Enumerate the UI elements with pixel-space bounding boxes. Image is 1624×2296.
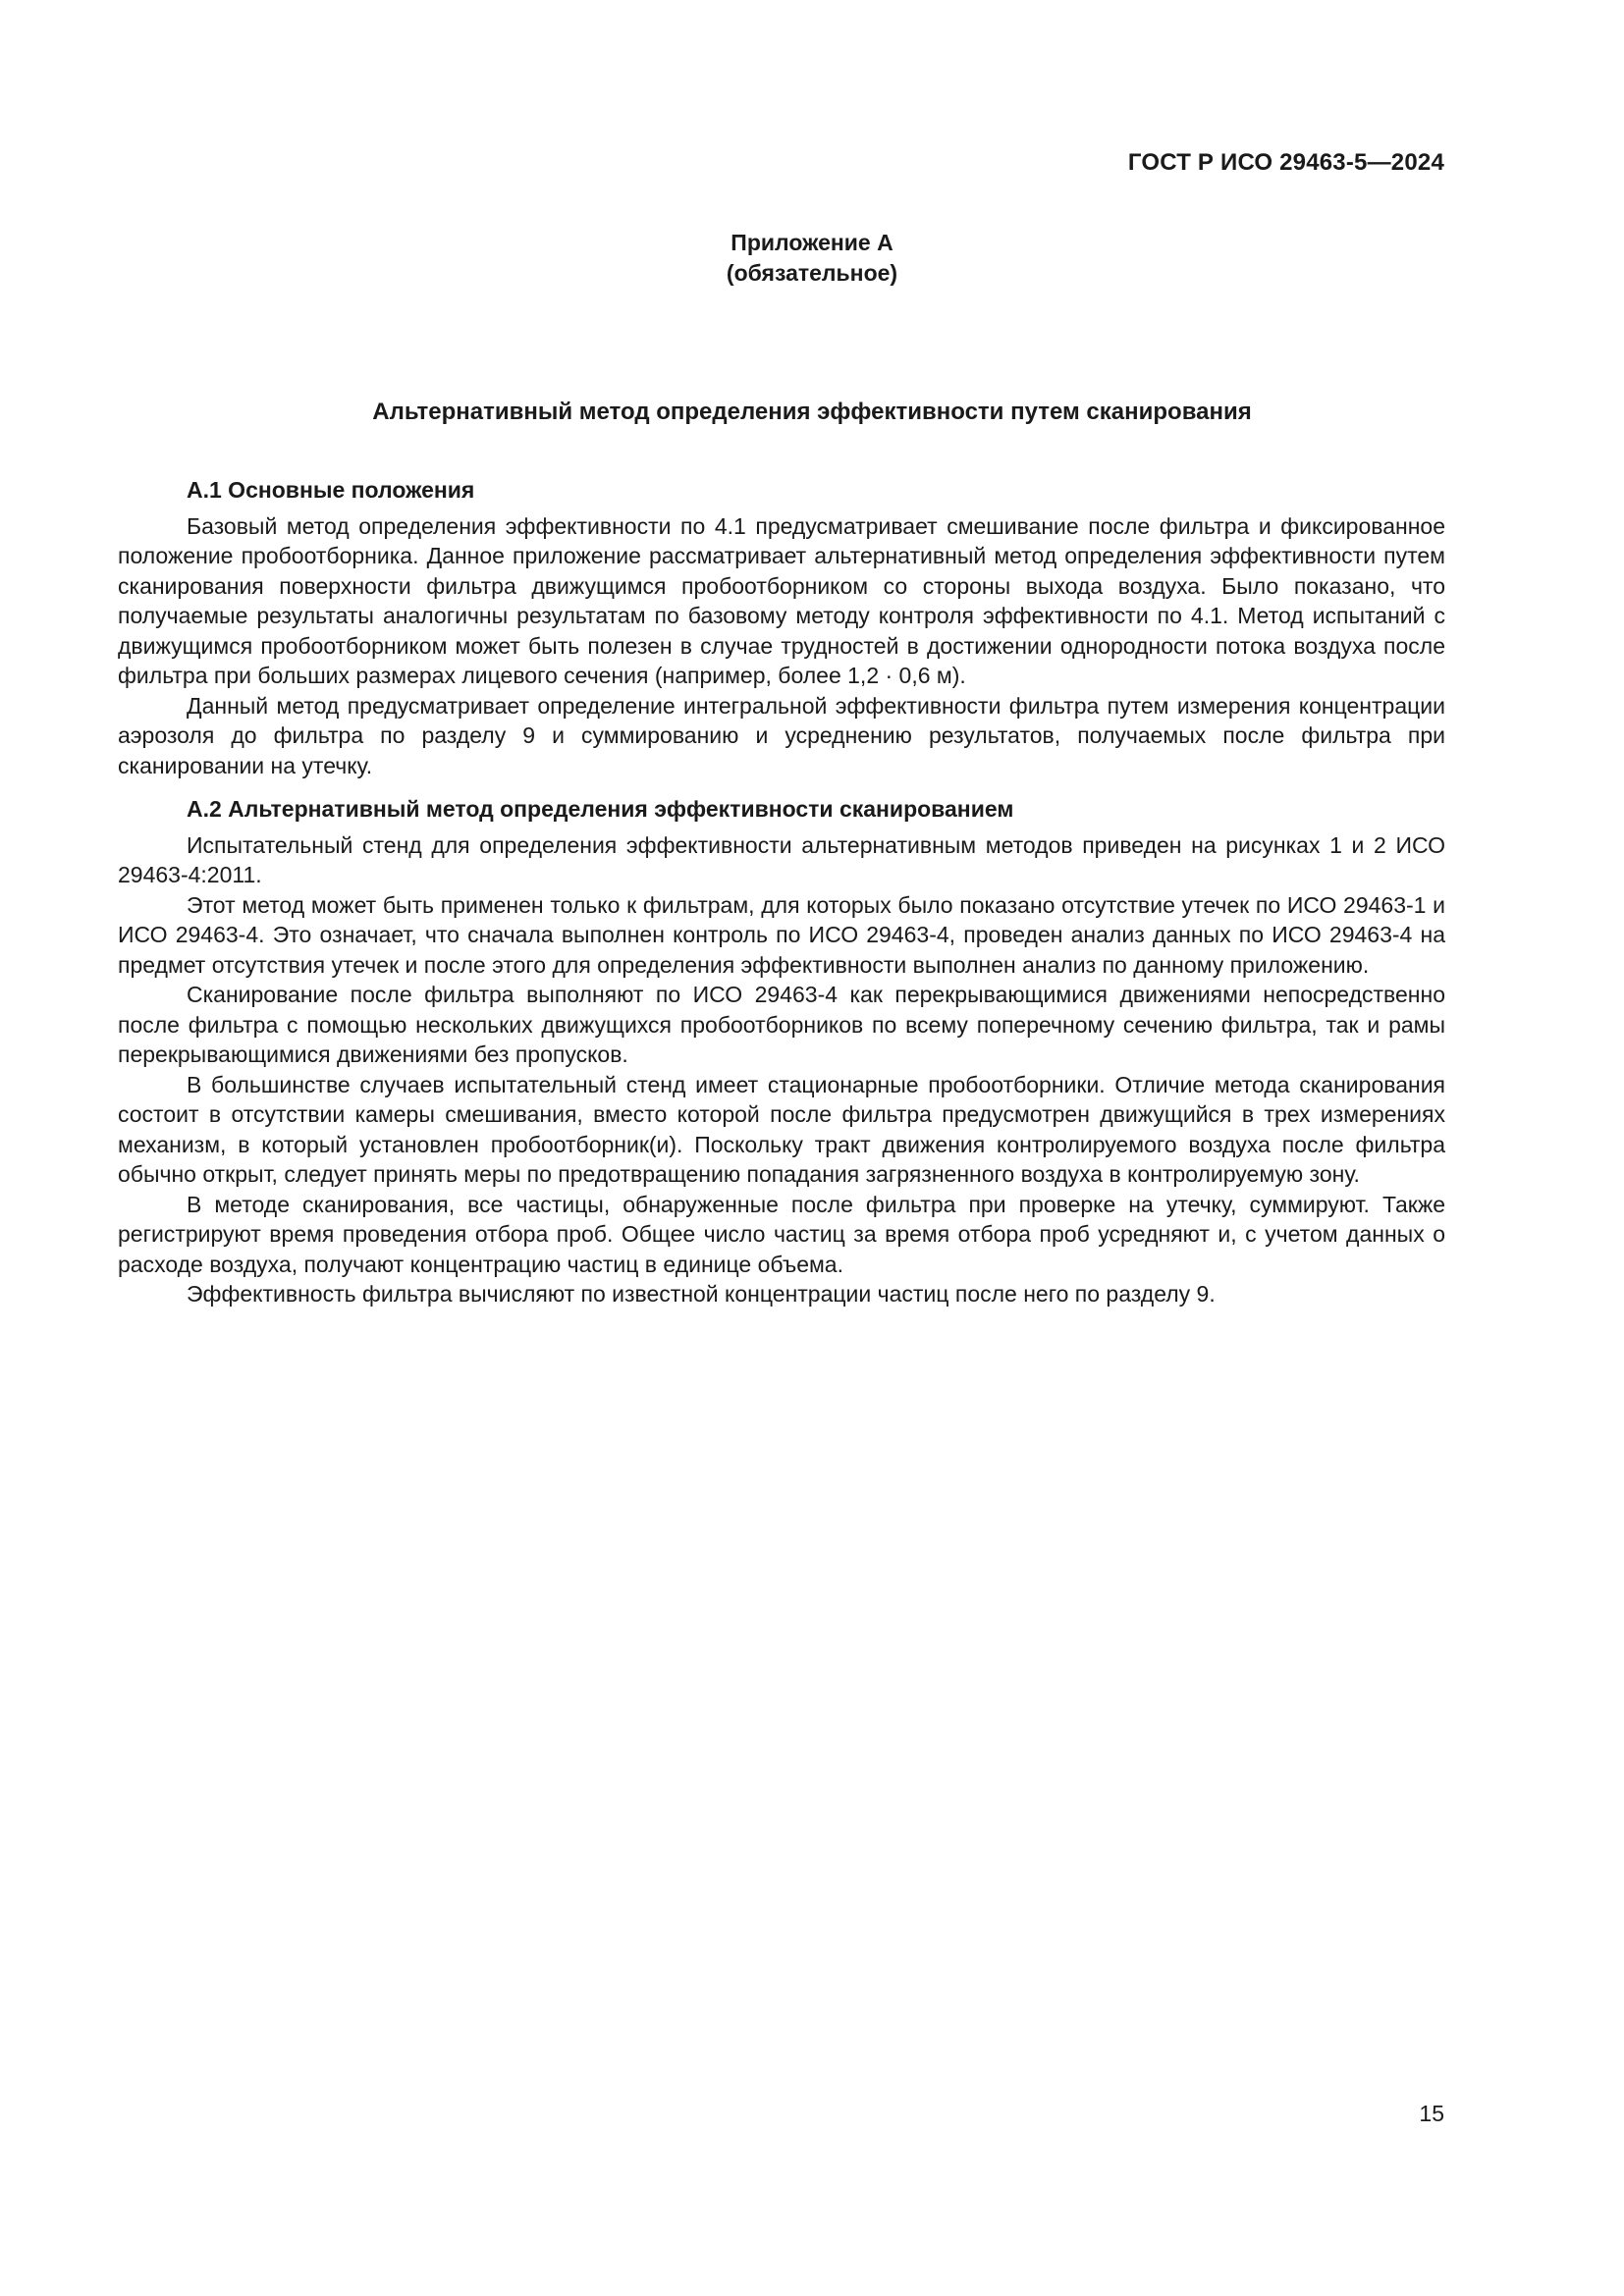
section-title: А.2 Альтернативный метод определения эффективности сканированием (187, 796, 1014, 822)
paragraph: Данный метод предусматривает определение интегральной эффективности фильтра путем измерения концентрации аэрозоля до фильтра по разделу 9 и суммированию и усреднению результатов, получаемых после фильтра при сканировании на утечку. (118, 692, 1445, 778)
paragraph: В большинстве случаев испытательный стенд имеет стационарные пробоотборники. Отличие метода сканирования состоит в отсутствии камеры смешивания, вместо которой после фильтра предусмотрен движущийся в трех измерениях механизм, в который установлен пробоотборник(и). Поскольку тракт движения контролируемого воздуха после фильтра обычно открыт, следует принять меры по предотвращению попадания загрязненного воздуха в контролируемую зону. (118, 1071, 1445, 1187)
annex-label: Приложение А (731, 230, 893, 255)
paragraph: Испытательный стенд для определения эффективности альтернативным методов приведен на рисунках 1 и 2 ИСО 29463-4:2011. (118, 831, 1445, 887)
document-code: ГОСТ Р ИСО 29463-5—2024 (1127, 149, 1444, 176)
section-a2 (118, 794, 1445, 1309)
paragraph: Базовый метод определения эффективности по 4.1 предусматривает смешивание после фильтра и фиксированное положение пробоотборника. Данное приложение рассматривает альтернативный метод определения эффективности путем сканирования поверхности фильтра движущимся пробоотборником со стороны выхода воздуха. Было показано, что получаемые результаты аналогичны результатам по базовому методу контроля эффективности по 4.1. Метод испытаний с движущимся пробоотборником может быть полезен в случае трудностей в достижении однородности потока воздуха после фильтра при больших размерах лицевого сечения (например, более 1,2 · 0,6 м). (118, 512, 1445, 688)
paragraph: Эффективность фильтра вычисляют по известной концентрации частиц после него по разделу 9. (187, 1281, 1216, 1307)
paragraph: Сканирование после фильтра выполняют по ИСО 29463-4 как перекрывающимися движениями непосредственно после фильтра с помощью нескольких движущихся пробоотборников по всему поперечному сечению фильтра, так и рамы перекрывающимися движениями без пропусков. (118, 982, 1445, 1067)
paragraph: Этот метод может быть применен только к фильтрам, для которых было показано отсутствие утечек по ИСО 29463-1 и ИСО 29463-4. Это означает, что сначала выполнен контроль по ИСО 29463-4, проведен анализ данных по ИСО 29463-4 на предмет отсутствия утечек и после этого для определения эффективности выполнен анализ по данному приложению. (118, 891, 1445, 978)
section-a1 (118, 475, 1445, 780)
document-body (118, 475, 1445, 1309)
section-title: А.1 Основные положения (187, 477, 475, 503)
annex-heading (0, 228, 1624, 289)
annex-title: Альтернативный метод определения эффективности путем сканирования (372, 399, 1252, 425)
page-number: 15 (1419, 2101, 1444, 2126)
paragraph: В методе сканирования, все частицы, обнаруженные после фильтра при проверке на утечку, суммируют. Также регистрируют время проведения отбора проб. Общее число частиц за время отбора проб усредняют и, с учетом данных о расходе воздуха, получают концентрацию частиц в единице объема. (118, 1191, 1445, 1277)
annex-status: (обязательное) (726, 260, 898, 286)
